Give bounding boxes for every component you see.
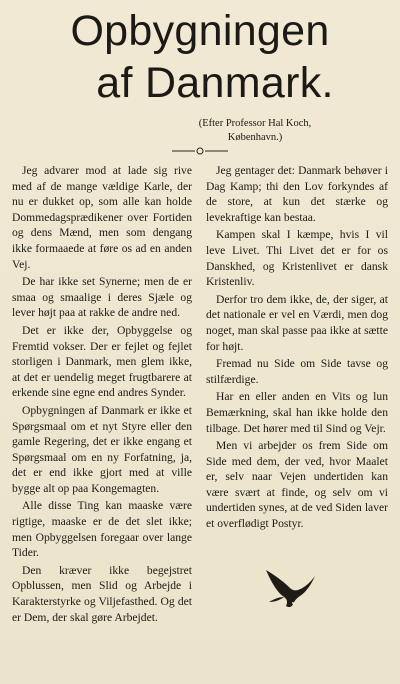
- swallow-icon: [262, 566, 318, 610]
- paragraph: Har en eller anden en Vits og lun Bemærkning, skal han ikke holde den tilbage. Det hører med til Sind og Vejr.: [206, 390, 388, 435]
- byline-line-1: (Efter Professor Hal Koch,: [198, 118, 312, 129]
- byline: [120, 117, 390, 145]
- paragraph: De har ikke set Synerne; men de er smaa og smaalige i deres Sjæle og lever højt paa at rakke de andre ned.: [12, 275, 192, 320]
- article-title-line-1: Opbygningen: [70, 7, 330, 55]
- paragraph: Opbygningen af Danmark er ikke et Spørgsmaal om et nyt Styre eller den gamle Regering, det er ikke engang et Spørgsmaal om en ny Forfatning, ja, det er end ikke gjort med at ville bygge alt op paa Kongemagten.: [12, 403, 192, 495]
- paragraph: Men vi arbejder os frem Side om Side med dem, der ved, hvor Maalet er, selv naar Vejen undertiden kan være svært at finde, og selv om vi undertiden synes, at de ved Siden laver et overflødigt Postyr.: [206, 439, 388, 531]
- right-column: [206, 163, 388, 534]
- paragraph: Alle disse Ting kan maaske være rigtige, maaske er de det slet ikke; men Opbyggelsen foregaar over lange Tider.: [12, 499, 192, 560]
- divider-ornament-icon: [170, 146, 230, 156]
- paragraph: Kampen skal I kæmpe, hvis I vil leve Livet. Thi Livet det er for os Danskhed, og Kristenlivet er dansk Kristenliv.: [206, 228, 388, 289]
- left-column: [12, 163, 192, 627]
- paragraph: Jeg gentager det: Danmark behøver i Dag Kamp; thi den Lov forkyndes af de store, at kun det stærke og levekraftige kan bestaa.: [206, 164, 388, 224]
- paragraph: Fremad nu Side om Side tavse og stilfærdige.: [206, 357, 388, 386]
- paragraph: Derfor tro dem ikke, de, der siger, at det nationale er vel en Værdi, men dog noget, man skal passe paa ikke at sætte for højt.: [206, 292, 388, 353]
- article-title-line-2: af Danmark.: [96, 59, 334, 107]
- byline-line-2: København.): [227, 132, 283, 143]
- paragraph: Jeg advarer mod at lade sig rive med af de mange vældige Karle, der nu er dukket op, som alle kan holde Dommedagsprædikener over Fortiden og dens Mænd, men som dengang ikke formaaede at føre os ad en anden Vej.: [12, 164, 192, 271]
- paragraph: Den kræver ikke begejstret Opblussen, men Slid og Arbejde i Karakterstyrke og Viljefasthed. Og det er Dem, der skal gøre Arbejdet.: [12, 563, 192, 624]
- paragraph: Det er ikke der, Opbyggelse og Fremtid vokser. Der er fejlet og fejlet storligen i Danmark, men glem ikke, at det er uendelig meget frugtbarere at erkende sine egne end andres Synder.: [12, 323, 192, 400]
